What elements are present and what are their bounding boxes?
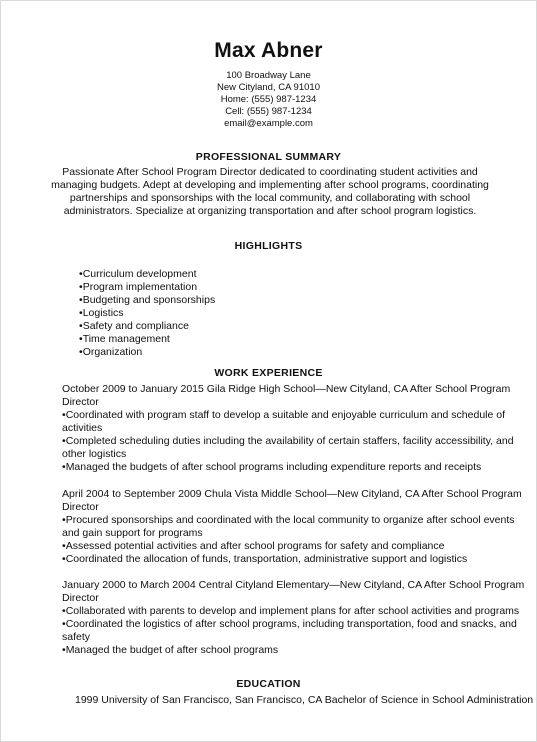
- highlight-item: • Program implementation: [79, 281, 215, 294]
- highlight-item: • Curriculum development: [79, 268, 215, 281]
- job-entry: [62, 383, 530, 474]
- highlight-item: • Time management: [79, 333, 215, 346]
- education-heading: EDUCATION: [236, 678, 301, 690]
- job-title: April 2004 to September 2009 Chula Vista Middle School—New Cityland, CA After School Program Director: [62, 488, 522, 513]
- highlight-item: • Safety and compliance: [79, 320, 215, 333]
- highlights-heading: HIGHLIGHTS: [234, 240, 303, 252]
- cell-phone: Cell: (555) 987-1234: [225, 106, 312, 117]
- job-bullet: • Managed the budget of after school programs: [62, 644, 530, 657]
- email-address: email@example.com: [224, 118, 313, 129]
- education-entry: 1999 University of San Francisco, San Francisco, CA Bachelor of Science in School Administration: [75, 694, 534, 706]
- job-bullet: • Collaborated with parents to develop and implement plans for after school activities and programs: [62, 605, 530, 618]
- highlight-item: • Budgeting and sponsorships: [79, 294, 215, 307]
- job-bullet: • Managed the budgets of after school programs including expenditure reports and receipts: [62, 461, 530, 474]
- job-bullet: • Procured sponsorships and coordinated with the local community to organize after school events and gain support for programs: [62, 514, 530, 540]
- summary-text: Passionate After School Program Director dedicated to coordinating student activities and managing budgets. Adept at developing and implementing after school programs, coordinating partnerships and sponsorships with the local community, and collaborating with school administrators. Specialize at organizing transportation and after school program logistics.: [51, 166, 489, 217]
- contact-block: [1, 70, 536, 130]
- job-entry: [62, 488, 530, 566]
- home-phone: Home: (555) 987-1234: [220, 94, 317, 105]
- job-bullet: • Coordinated with program staff to develop a suitable and enjoyable curriculum and schedule of activities: [62, 409, 530, 435]
- highlights-list: [79, 268, 215, 359]
- job-bullet: • Coordinated the allocation of funds, transportation, administrative support and logistics: [62, 553, 530, 566]
- summary-heading: PROFESSIONAL SUMMARY: [195, 151, 342, 163]
- job-title: October 2009 to January 2015 Gila Ridge High School—New Cityland, CA After School Program Director: [62, 383, 511, 408]
- job-bullet: • Coordinated the logistics of after school programs, including transportation, food and snacks, and safety: [62, 618, 530, 644]
- job-bullet: • Completed scheduling duties including the availability of certain staffers, facility accessibility, and other logistics: [62, 435, 530, 461]
- resume-name: Max Abner: [214, 39, 323, 62]
- highlight-item: • Logistics: [79, 307, 215, 320]
- experience-heading: WORK EXPERIENCE: [214, 367, 323, 379]
- highlight-item: • Organization: [79, 346, 215, 359]
- address-line: 100 Broadway Lane: [226, 70, 311, 81]
- job-title: January 2000 to March 2004 Central Cityland Elementary—New Cityland, CA After School Program Director: [62, 579, 525, 604]
- job-bullet: • Assessed potential activities and after school programs for safety and compliance: [62, 540, 530, 553]
- city-line: New Cityland, CA 91010: [217, 82, 320, 93]
- job-entry: [62, 579, 530, 657]
